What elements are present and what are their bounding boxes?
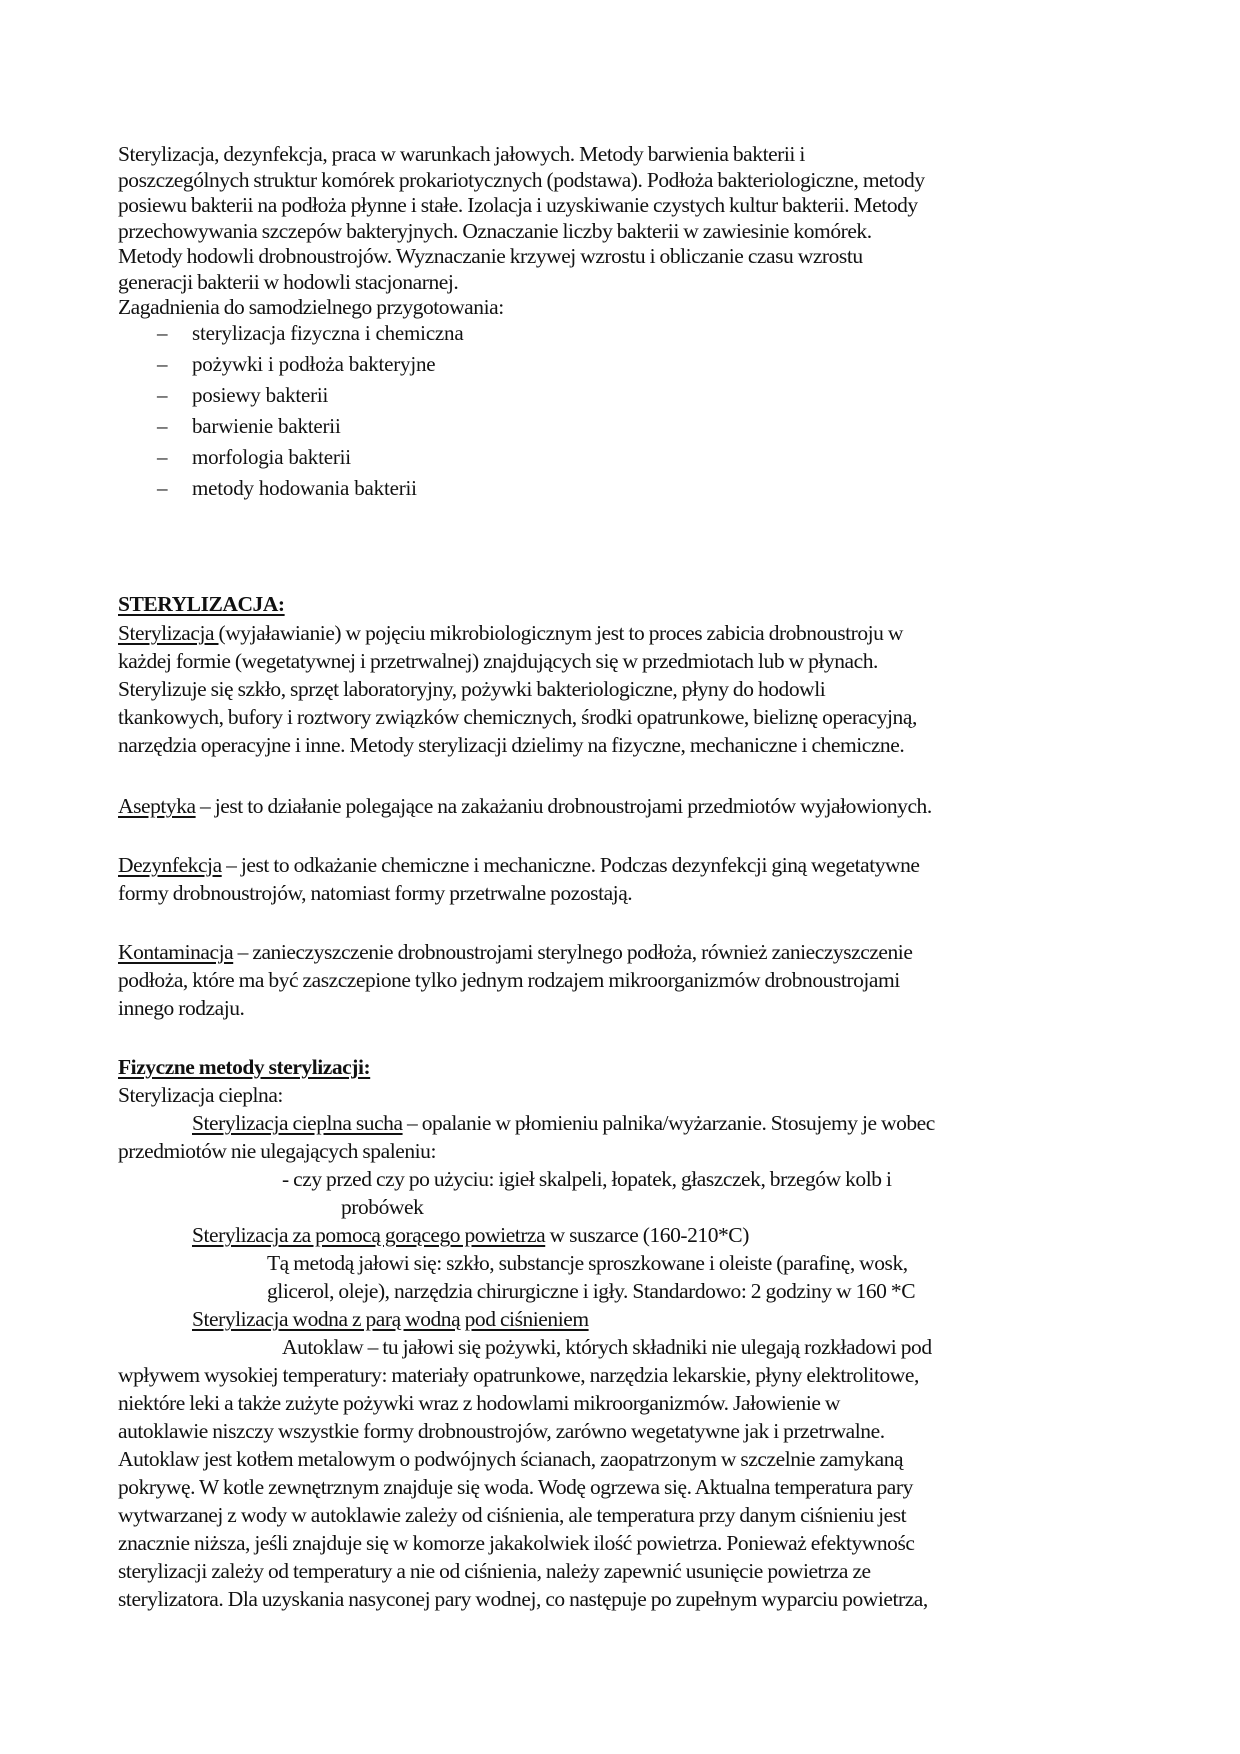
definition-line: narzędzia operacyjne i inne. Metody sterylizacji dzielimy na fizyczne, mechaniczne i chemiczne. (118, 733, 905, 757)
method-sucha: Sterylizacja cieplna sucha – opalanie w płomieniu palnika/wyżarzanie. Stosujemy je wobec (192, 1111, 935, 1135)
section-heading-fizyczne: Fizyczne metody sterylizacji: (118, 1055, 371, 1079)
term-gorace-powietrze: Sterylizacja za pomocą gorącego powietrza (192, 1223, 546, 1247)
section-heading-sterylizacja: STERYLIZACJA: (118, 592, 285, 616)
method-line: znacznie niższa, jeśli znajduje się w komorze jakakolwiek ilość powietrza. Ponieważ efektywnośc (118, 1531, 915, 1555)
definition-aseptyka: Aseptyka – jest to działanie polegające na zakażaniu drobnoustrojami przedmiotów wyjałowionych. (118, 794, 932, 818)
term-para-wodna: Sterylizacja wodna z parą wodną pod ciśnieniem (192, 1307, 589, 1331)
definition-line: formy drobnoustrojów, natomiast formy przetrwalne pozostają. (118, 881, 633, 905)
intro-line: Sterylizacja, dezynfekcja, praca w warunkach jałowych. Metody barwienia bakterii i (118, 142, 805, 166)
dash-bullet: – (157, 414, 168, 438)
method-subitem: - czy przed czy po użyciu: igieł skalpeli, łopatek, głaszczek, brzegów kolb i (282, 1167, 892, 1191)
dash-bullet: – (157, 445, 168, 469)
method-line: Autoklaw – tu jałowi się pożywki, których składniki nie ulegają rozkładowi pod (282, 1335, 932, 1359)
definition-kontaminacja: Kontaminacja – zanieczyszczenie drobnoustrojami sterylnego podłoża, również zanieczyszczenie (118, 940, 913, 964)
term-aseptyka: Aseptyka (118, 794, 196, 818)
intro-line: poszczególnych struktur komórek prokariotycznych (podstawa). Podłoża bakteriologiczne, metody (118, 168, 925, 192)
definition-line: Sterylizuje się szkło, sprzęt laboratoryjny, pożywki bakteriologiczne, płyny do hodowli (118, 677, 826, 701)
method-line: sterylizatora. Dla uzyskania nasyconej pary wodnej, co następuje po zupełnym wyparciu powietrza, (118, 1587, 928, 1611)
definition-line: podłoża, które ma być zaszczepione tylko jednym rodzajem mikroorganizmów drobnoustrojami (118, 968, 900, 992)
definition-dezynfekcja: Dezynfekcja – jest to odkażanie chemiczne i mechaniczne. Podczas dezynfekcji giną wegetatywne (118, 853, 920, 877)
term-dezynfekcja: Dezynfekcja (118, 853, 222, 877)
method-line: Tą metodą jałowi się: szkło, substancje sproszkowane i oleiste (parafinę, wosk, (267, 1251, 908, 1275)
method-subitem: probówek (341, 1195, 424, 1219)
method-gorace-powietrze: Sterylizacja za pomocą gorącego powietrza w suszarce (160-210*C) (192, 1223, 749, 1247)
intro-line: Metody hodowli drobnoustrojów. Wyznaczanie krzywej wzrostu i obliczanie czasu wzrostu (118, 244, 863, 268)
dash-bullet: – (157, 352, 168, 376)
method-line: przedmiotów nie ulegających spaleniu: (118, 1139, 436, 1163)
method-line: Autoklaw jest kotłem metalowym o podwójnych ścianach, zaopatrzonym w szczelnie zamykaną (118, 1447, 904, 1471)
method-line: glicerol, oleje), narzędzia chirurgiczne i igły. Standardowo: 2 godziny w 160 *C (267, 1279, 916, 1303)
definition-line: każdej formie (wegetatywnej i przetrwalnej) znajdujących się w przedmiotach lub w płynach. (118, 649, 878, 673)
dash-bullet: – (157, 476, 168, 500)
document-page: Sterylizacja, dezynfekcja, praca w warunkach jałowych. Metody barwienia bakterii i poszczególnych struktur komórek prokariotycznych (podstawa). Podłoża bakteriologiczne, metody posiewu bakterii na podłoża płynne i stałe. Izolacja i uzyskiwanie czystych kultur bakterii. Metody przechowywania szczepów bakteryjnych. Oznaczanie liczby bakterii w zawiesinie komórek. Metody hodowli drobnoustrojów. Wyznaczanie krzywej wzrostu i obliczanie czasu wzrostu generacji bakterii w hodowli stacjonarnej. Zagadnienia do samodzielnego przygotowania: – sterylizacja fizyczna i chemiczna – pożywki i podłoża bakteryjne – posiewy bakterii – barwienie bakterii – morfologia bakterii – metody hodowania bakterii STERYLIZACJA: Sterylizacja (wyjaławianie) w pojęciu mikrobiologicznym jest to proces zabicia drobnoustroju w każdej formie (wegetatywnej i przetrwalnej) znajdujących się w przedmiotach lub w płynach. Sterylizuje się szkło, sprzęt laboratoryjny, pożywki bakteriologiczne, płyny do hodowli tkankowych, bufory i roztwory związków chemicznych, środki opatrunkowe, bieliznę operacyjną, narzędzia operacyjne i inne. Metody sterylizacji dzielimy na fizyczne, mechaniczne i chemiczne. Aseptyka – jest to działanie polegające na zakażaniu drobnoustrojami przedmiotów wyjałowionych. Dezynfekcja – jest to odkażanie chemiczne i mechaniczne. Podczas dezynfekcji giną wegetatywne formy drobnoustrojów, natomiast formy przetrwalne pozostają. Kontaminacja – zanieczyszczenie drobnoustrojami sterylnego podłoża, również zanieczyszczenie podłoża, które ma być zaszczepione tylko jednym rodzajem mikroorganizmów drobnoustrojami innego rodzaju. Fizyczne metody sterylizacji: Sterylizacja cieplna: Sterylizacja cieplna sucha – opalanie w płomieniu palnika/wyżarzanie. Stosujemy je wobec przedmiotów nie ulegających spaleniu: - czy przed czy po użyciu: igieł skalpeli, łopatek, głaszczek, brzegów kolb i probówek Sterylizacja za pomocą gorącego powietrza w suszarce (160-210*C) Tą metodą jałowi się: szkło, substancje sproszkowane i oleiste (parafinę, wosk, glicerol, oleje), narzędzia chirurgiczne i igły. Standardowo: 2 godziny w 160 *C Sterylizacja wodna z parą wodną pod ciśnieniem Autoklaw – tu jałowi się pożywki, których składniki nie ulegają rozkładowi pod wpływem wysokiej temperatury: materiały opatrunkowe, narzędzia lekarskie, płyny elektrolitowe, niektóre leki a także zużyte pożywki wraz z hodowlami mikroorganizmów. Jałowienie w autoklawie niszczy wszystkie formy drobnoustrojów, zarówno wegetatywne jak i przetrwalne. Autoklaw jest kotłem metalowym o podwójnych ścianach, zaopatrzonym w szczelnie zamykaną pokrywę. W kotle zewnętrznym znajduje się woda. Wodę ogrzewa się. Aktualna temperatura pary wytwarzanej z wody w autoklawie zależy od ciśnienia, ale temperatura przy danym ciśnieniu jest znacznie niższa, jeśli znajduje się w komorze jakakolwiek ilość powietrza. Ponieważ efektywnośc sterylizacji zależy od temperatury a nie od ciśnienia, należy zapewnić usunięcie powietrza ze sterylizatora. Dla uzyskania nasyconej pary wodnej, co następuje po zupełnym wyparciu powietrza, (118, 142, 935, 1611)
method-line: autoklawie niszczy wszystkie formy drobnoustrojów, zarówno wegetatywne jak i przetrwalne. (118, 1419, 885, 1443)
intro-line: przechowywania szczepów bakteryjnych. Oznaczanie liczby bakterii w zawiesinie komórek. (118, 219, 872, 243)
term-sterylizacja: Sterylizacja (118, 621, 219, 645)
definition-line: Sterylizacja (wyjaławianie) w pojęciu mikrobiologicznym jest to proces zabicia drobnoustroju w (118, 621, 903, 645)
intro-line: posiewu bakterii na podłoża płynne i stałe. Izolacja i uzyskiwanie czystych kultur bakterii. Metody (118, 193, 918, 217)
method-line: niektóre leki a także zużyte pożywki wraz z hodowlami mikroorganizmów. Jałowienie w (118, 1391, 840, 1415)
subheading-cieplna: Sterylizacja cieplna: (118, 1083, 283, 1107)
dash-bullet: – (157, 321, 168, 345)
topics-label: Zagadnienia do samodzielnego przygotowania: (118, 295, 504, 319)
intro-line: generacji bakterii w hodowli stacjonarnej. (118, 270, 459, 294)
method-line: wytwarzanej z wody w autoklawie zależy od ciśnienia, ale temperatura przy danym ciśnieniu jest (118, 1503, 907, 1527)
definition-line: innego rodzaju. (118, 996, 245, 1020)
method-line: pokrywę. W kotle zewnętrznym znajduje się woda. Wodę ogrzewa się. Aktualna temperatura pary (118, 1475, 913, 1499)
term-sucha: Sterylizacja cieplna sucha (192, 1111, 403, 1135)
method-line: wpływem wysokiej temperatury: materiały opatrunkowe, narzędzia lekarskie, płyny elektrolitowe, (118, 1363, 919, 1387)
dash-bullet: – (157, 383, 168, 407)
term-kontaminacja: Kontaminacja (118, 940, 234, 964)
definition-line: tkankowych, bufory i roztwory związków chemicznych, środki opatrunkowe, bieliznę operacyjną, (118, 705, 917, 729)
method-line: sterylizacji zależy od temperatury a nie od ciśnienia, należy zapewnić usunięcie powietrza ze (118, 1559, 871, 1583)
